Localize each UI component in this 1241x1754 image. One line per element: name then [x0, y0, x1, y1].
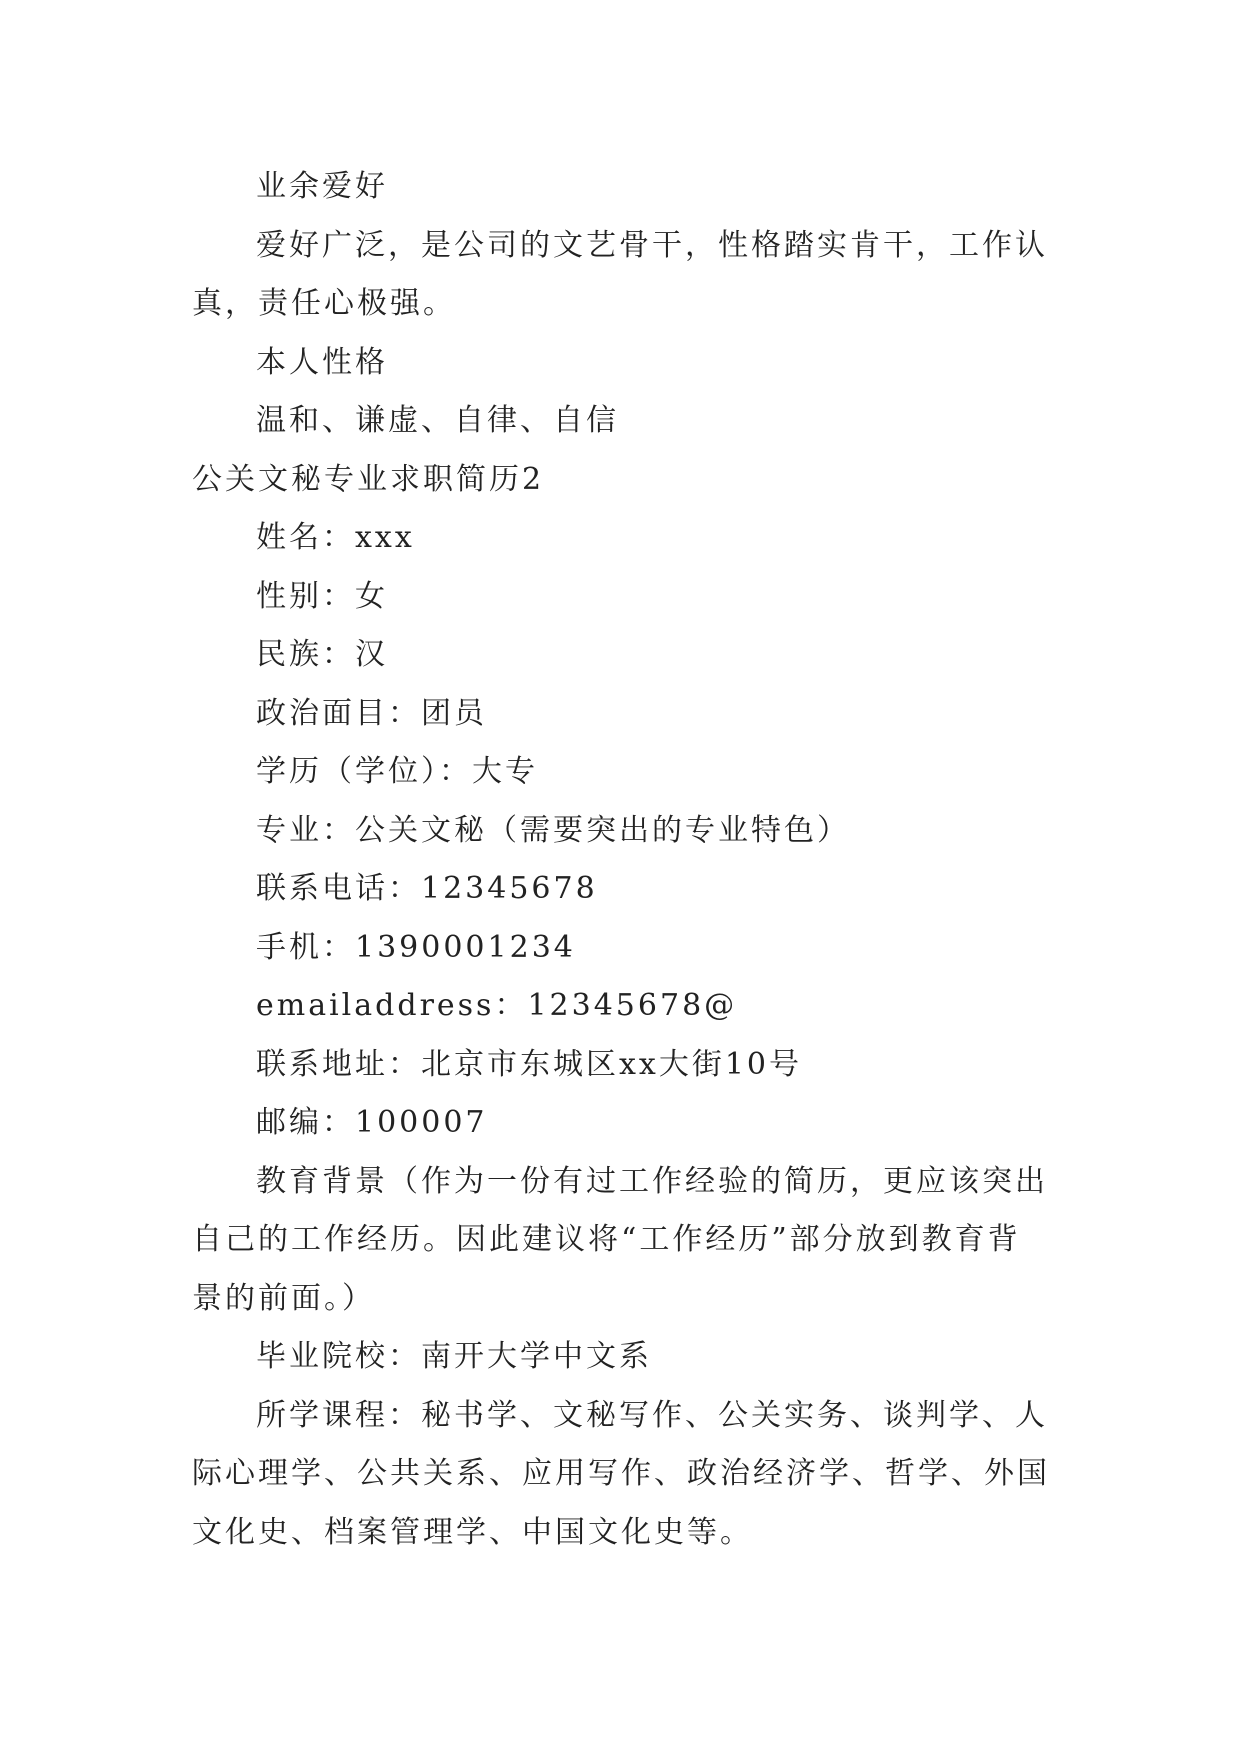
- personality-text: 温和、谦虚、自律、自信: [256, 403, 619, 438]
- paragraph-line: 真，责任心极强。: [192, 286, 456, 321]
- info-gender: 性别：女: [256, 578, 388, 614]
- school-info: 毕业院校：南开大学中文系: [256, 1339, 652, 1374]
- info-mobile: 手机：1390001234: [256, 929, 576, 965]
- info-phone: 联系电话：12345678: [256, 871, 598, 906]
- paragraph-line: 所学课程：秘书学、文秘写作、公关实务、谈判学、人: [256, 1397, 1048, 1433]
- paragraph-line: 际心理学、公共关系、应用写作、政治经济学、哲学、外国: [192, 1456, 1050, 1491]
- info-ethnicity: 民族：汉: [256, 637, 388, 672]
- info-postcode: 邮编：100007: [256, 1105, 488, 1140]
- info-email: emailaddress：12345678@: [256, 988, 738, 1023]
- paragraph-line: 自己的工作经历。因此建议将“工作经历”部分放到教育背: [192, 1222, 1021, 1257]
- paragraph-line: 景的前面。）: [192, 1280, 375, 1316]
- document-body: [192, 158, 1060, 1562]
- hobbies-paragraph: [192, 217, 1060, 334]
- info-political-status: 政治面目：团员: [256, 695, 487, 731]
- courses-paragraph: [192, 1387, 1060, 1563]
- info-address: 联系地址：北京市东城区xx大街10号: [256, 1046, 803, 1082]
- paragraph-line: 教育背景（作为一份有过工作经验的简历，更应该突出: [256, 1163, 1048, 1199]
- education-note-paragraph: [192, 1153, 1060, 1329]
- section-title: 公关文秘专业求职简历2: [192, 461, 545, 497]
- personality-heading: 本人性格: [256, 344, 388, 380]
- info-education-level: 学历（学位）：大专: [256, 754, 538, 789]
- hobbies-heading: 业余爱好: [256, 169, 388, 204]
- info-name: 姓名：xxx: [256, 520, 415, 555]
- info-major: 专业：公关文秘（需要突出的专业特色）: [256, 812, 850, 848]
- paragraph-line: 爱好广泛，是公司的文艺骨干，性格踏实肯干，工作认: [256, 227, 1048, 263]
- paragraph-line: 文化史、档案管理学、中国文化史等。: [192, 1514, 753, 1550]
